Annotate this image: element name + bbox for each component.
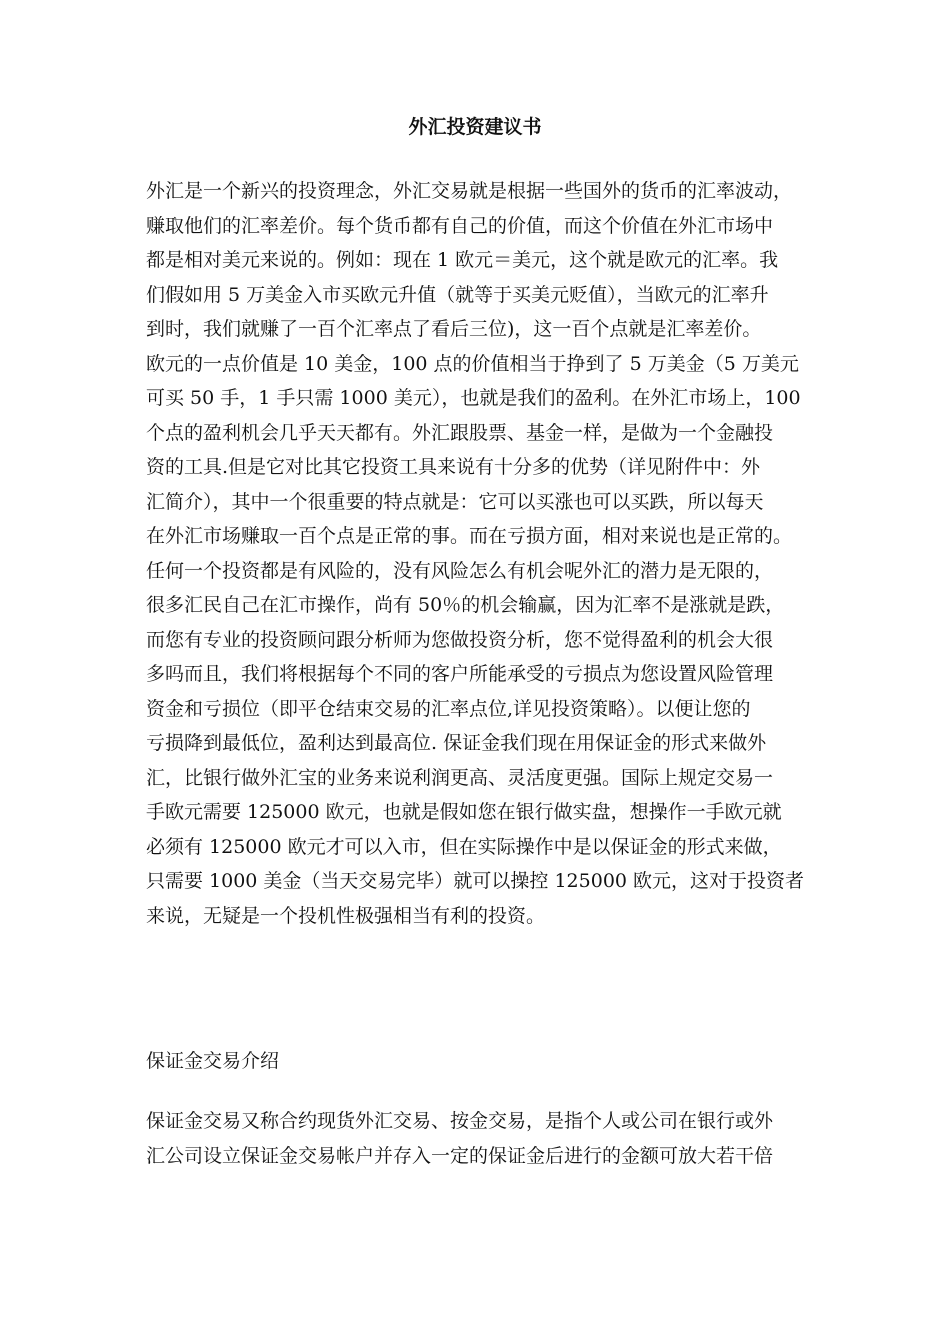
paragraph-line: 只需要 1000 美金（当天交易完毕）就可以操控 125000 欧元，这对于投资者 xyxy=(146,870,805,892)
margin-trading-paragraph xyxy=(146,1104,826,1173)
paragraph-line: 保证金交易又称合约现货外汇交易、按金交易，是指个人或公司在银行或外 xyxy=(146,1110,774,1132)
paragraph-line: 个点的盈利机会几乎天天都有。外汇跟股票、基金一样，是做为一个金融投 xyxy=(146,421,774,444)
section-heading-text: 保证金交易介绍 xyxy=(146,1050,280,1072)
paragraph-line: 们假如用 5 万美金入市买欧元升值（就等于买美元贬值），当欧元的汇率升 xyxy=(146,283,769,306)
paragraph-line: 到时，我们就赚了一百个汇率点了看后三位)，这一百个点就是汇率差价。 xyxy=(146,318,762,340)
paragraph-line: 在外汇市场赚取一百个点是正常的事。而在亏损方面，相对来说也是正常的。 xyxy=(146,525,793,547)
paragraph-line: 任何一个投资都是有风险的，没有风险怎么有机会呢外汇的潜力是无限的， xyxy=(146,559,774,582)
paragraph-line: 都是相对美元来说的。例如：现在 1 欧元＝美元，这个就是欧元的汇率。我 xyxy=(146,249,779,271)
section-heading xyxy=(146,1044,826,1079)
paragraph-line: 必须有 125000 欧元才可以入市，但在实际操作中是以保证金的形式来做， xyxy=(146,835,782,858)
paragraph-line: 而您有专业的投资顾问跟分析师为您做投资分析，您不觉得盈利的机会大很 xyxy=(146,628,774,651)
document-title: 外汇投资建议书 xyxy=(408,116,542,138)
paragraph-line: 手欧元需要 125000 欧元，也就是假如您在银行做实盘，想操作一手欧元就 xyxy=(146,801,782,823)
paragraph-line: 多吗而且，我们将根据每个不同的客户所能承受的亏损点为您设置风险管理 xyxy=(146,663,774,685)
paragraph-line: 来说，无疑是一个投机性极强相当有利的投资。 xyxy=(146,904,546,927)
paragraph-line: 汇简介），其中一个很重要的特点就是：它可以买涨也可以买跌，所以每天 xyxy=(146,490,764,513)
paragraph-line: 欧元的一点价值是 10 美金，100 点的价值相当于挣到了 5 万美金（5 万美元 xyxy=(146,352,799,375)
paragraph-line: 汇公司设立保证金交易帐户并存入一定的保证金后进行的金额可放大若干倍 xyxy=(146,1144,774,1167)
paragraph-line: 很多汇民自己在汇市操作，尚有 50％的机会输赢，因为汇率不是涨就是跌， xyxy=(146,594,785,616)
paragraph-line: 赚取他们的汇率差价。每个货币都有自己的价值，而这个价值在外汇市场中 xyxy=(146,214,774,237)
intro-paragraph xyxy=(146,174,826,933)
paragraph-line: 资金和亏损位（即平仓结束交易的汇率点位,详见投资策略）。以便让您的 xyxy=(146,697,751,720)
paragraph-line: 汇，比银行做外汇宝的业务来说利润更高、灵活度更强。国际上规定交易一 xyxy=(146,766,774,789)
paragraph-line: 资的工具.但是它对比其它投资工具来说有十分多的优势（详见附件中：外 xyxy=(146,456,761,478)
paragraph-line: 可买 50 手，1 手只需 1000 美元），也就是我们的盈利。在外汇市场上，100 xyxy=(146,387,801,409)
paragraph-line: 亏损降到最低位，盈利达到最高位. 保证金我们现在用保证金的形式来做外 xyxy=(146,732,767,754)
paragraph-line: 外汇是一个新兴的投资理念，外汇交易就是根据一些国外的货币的汇率波动， xyxy=(146,180,793,202)
